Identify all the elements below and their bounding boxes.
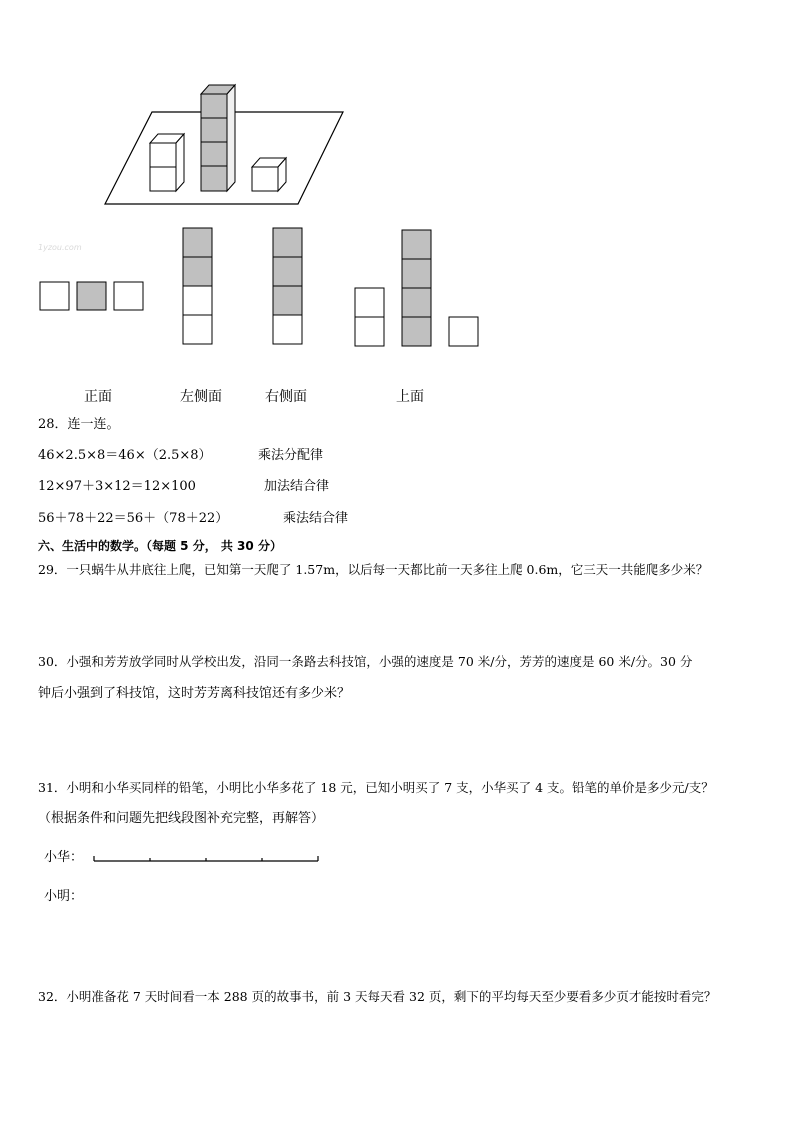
q31-line-2: （根据条件和问题先把线段图补充完整，再解答）: [38, 811, 325, 826]
q31-line-1: 31．小明和小华买同样的铅笔，小明比小华多花了 18 元，已知小明买了 7 支，小华买了 4 支。铅笔的单价是多少元/支？: [38, 780, 714, 795]
label-top-view: 上面: [396, 389, 424, 405]
q28-title: 28．连一连。: [38, 417, 120, 432]
xiaohua-segment-diagram: [92, 852, 322, 866]
label-left-view: 左侧面: [180, 389, 222, 405]
q28-law-1[interactable]: 乘法分配律: [258, 448, 324, 463]
q32-text: 32．小明准备花 7 天时间看一本 288 页的故事书，前 3 天每天看 32 页，剩下的平均每天至少要看多少页才能按时看完？: [38, 989, 717, 1004]
single-cube: [252, 158, 286, 191]
q28-law-2[interactable]: 加法结合律: [264, 479, 330, 494]
q30-line-2: 钟后小强到了科技馆，这时芳芳离科技馆还有多少米？: [38, 686, 351, 701]
top-view: [355, 230, 478, 346]
label-right-view: 右侧面: [265, 389, 307, 405]
q28-expr-2: 12×97＋3×12＝12×100: [38, 479, 196, 494]
right-side-view: [273, 228, 302, 344]
stack-four-cubes: [201, 85, 235, 191]
cube-stack-figure: [0, 0, 794, 360]
q28-expr-3: 56＋78＋22＝56＋（78＋22）: [38, 511, 229, 526]
q28-expr-1: 46×2.5×8＝46×（2.5×8）: [38, 448, 212, 463]
stack-two-cubes: [150, 134, 184, 191]
q31-label-xiaohua: 小华：: [44, 850, 84, 865]
q29-text: 29．一只蜗牛从井底往上爬，已知第一天爬了 1.57m，以后每一天都比前一天多往上爬 0.6m，它三天一共能爬多少米？: [38, 562, 709, 577]
front-view: [40, 282, 143, 310]
watermark: 1yzou.com: [38, 243, 82, 252]
q30-line-1: 30．小强和芳芳放学同时从学校出发，沿同一条路去科技馆，小强的速度是 70 米/分，芳芳的速度是 60 米/分。30 分: [38, 654, 693, 669]
label-front-view: 正面: [84, 389, 112, 405]
left-side-view: [183, 228, 212, 344]
q28-law-3[interactable]: 乘法结合律: [283, 511, 349, 526]
q31-label-xiaoming: 小明：: [44, 889, 84, 904]
section-6-heading: 六、生活中的数学。（每题 5 分， 共 30 分）: [38, 539, 282, 553]
